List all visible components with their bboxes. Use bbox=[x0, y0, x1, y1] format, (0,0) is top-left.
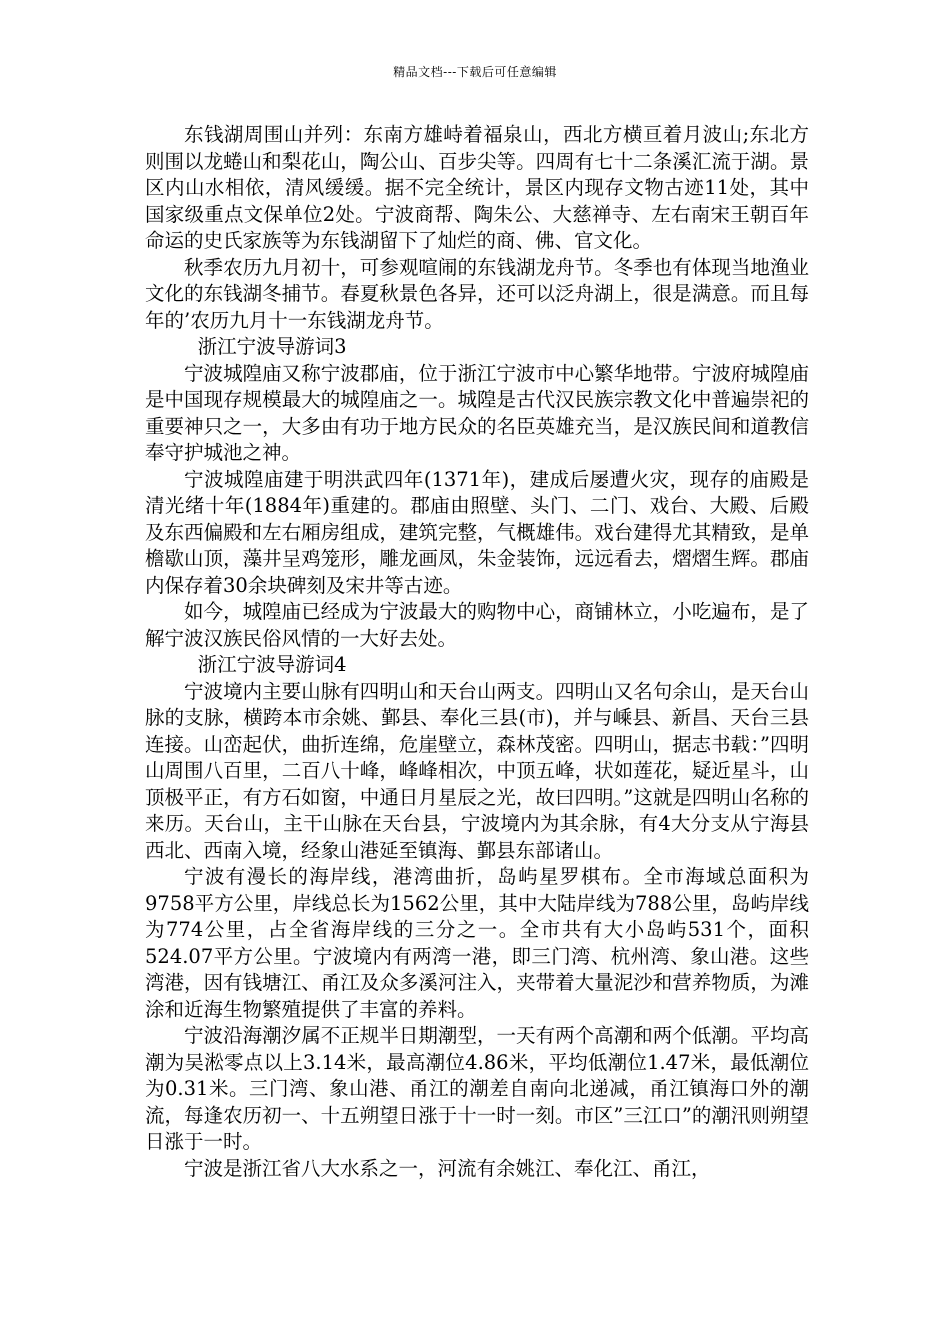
paragraph-mountains: 宁波境内主要山脉有四明山和天台山两支。四明山又名句余山，是天台山脉的支脉，横跨本市余姚、鄞县、奉化三县(市)，并与嵊县、新昌、天台三县连接。山峦起伏，曲折连绵，危崖壁立，森林茂密。四明山，据志书载：”四明山周围八百里，二百八十峰，峰峰相次，中顶五峰，状如莲花，疑近星斗，山顶极平正，有方石如窗，中通日月星辰之光，故曰四明。”这就是四明山名称的来历。天台山，主干山脉在天台县，宁波境内为其余脉，有4大分支从宁海县西北、西南入境，经象山港延至镇海、鄞县东部诸山。 bbox=[145, 679, 809, 862]
section-heading-3: 浙江宁波导游词3 bbox=[197, 335, 347, 358]
paragraph-city-god-temple-history: 宁波城隍庙建于明洪武四年(1371年)，建成后屡遭火灾，现存的庙殿是清光绪十年(1884年)重建的。郡庙由照壁、头门、二门、戏台、大殿、后殿及东西偏殿和左右厢房组成，建筑完整，气概雄伟。戏台建得尤其精致，是单檐歇山顶，藻井呈鸡笼形，雕龙画凤，朱金装饰，远远看去，熠熠生辉。郡庙内保存着30余块碑刻及宋井等古迹。 bbox=[145, 467, 809, 597]
paragraph-city-god-temple-today: 如今，城隍庙已经成为宁波最大的购物中心，商铺林立，小吃遍布，是了解宁波汉族民俗风情的一大好去处。 bbox=[145, 600, 809, 650]
document-body bbox=[145, 122, 809, 1182]
section-heading-4: 浙江宁波导游词4 bbox=[197, 653, 347, 676]
paragraph-rivers: 宁波是浙江省八大水系之一，河流有余姚江、奉化江、甬江， bbox=[184, 1156, 711, 1180]
paragraph-dongqian-lake-mountains: 东钱湖周围山并列：东南方雄峙着福泉山，西北方横亘着月波山;东北方则围以龙蜷山和梨花山，陶公山、百步尖等。四周有七十二条溪汇流于湖。景区内山水相依，清风缓缓。据不完全统计，景区内现存文物古迹11处，其中国家级重点文保单位2处。宁波商帮、陶朱公、大慈禅寺、左右南宋王朝百年命运的史氏家族等为东钱湖留下了灿烂的商、佛、官文化。 bbox=[145, 123, 809, 252]
page-header: 精品文档---下载后可任意编辑 bbox=[393, 65, 557, 79]
paragraph-tides: 宁波沿海潮汐属不正规半日期潮型，一天有两个高潮和两个低潮。平均高潮为吴淞零点以上3.14米，最高潮位4.86米，平均低潮位1.47米，最低潮位为0.31米。三门湾、象山港、甬江的潮差自南向北递减，甬江镇海口外的潮流，每逢农历初一、十五朔望日涨于十一时一刻。市区”三江口”的潮汛则朔望日涨于一时。 bbox=[145, 1024, 809, 1153]
paragraph-city-god-temple-intro: 宁波城隍庙又称宁波郡庙，位于浙江宁波市中心繁华地带。宁波府城隍庙是中国现存规模最大的城隍庙之一。城隍是古代汉民族宗教文化中普遍崇祀的重要神只之一，大多由有功于地方民众的名臣英雄充当，是汉族民间和道教信奉守护城池之神。 bbox=[145, 361, 809, 464]
paragraph-coastline: 宁波有漫长的海岸线，港湾曲折，岛屿星罗棋布。全市海域总面积为9758平方公里，岸线总长为1562公里，其中大陆岸线为788公里，岛屿岸线为774公里，占全省海岸线的三分之一。全市共有大小岛屿531个，面积524.07平方公里。宁波境内有两湾一港，即三门湾、杭州湾、象山港。这些湾港，因有钱塘江、甬江及众多溪河注入，夹带着大量泥沙和营养物质，为滩涂和近海生物繁殖提供了丰富的养料。 bbox=[145, 865, 809, 1021]
paragraph-dragon-boat-festival: 秋季农历九月初十，可参观喧闹的东钱湖龙舟节。冬季也有体现当地渔业文化的东钱湖冬捕节。春夏秋景色各异，还可以泛舟湖上，很是满意。而且每年的’农历九月十一东钱湖龙舟节。 bbox=[145, 255, 809, 332]
